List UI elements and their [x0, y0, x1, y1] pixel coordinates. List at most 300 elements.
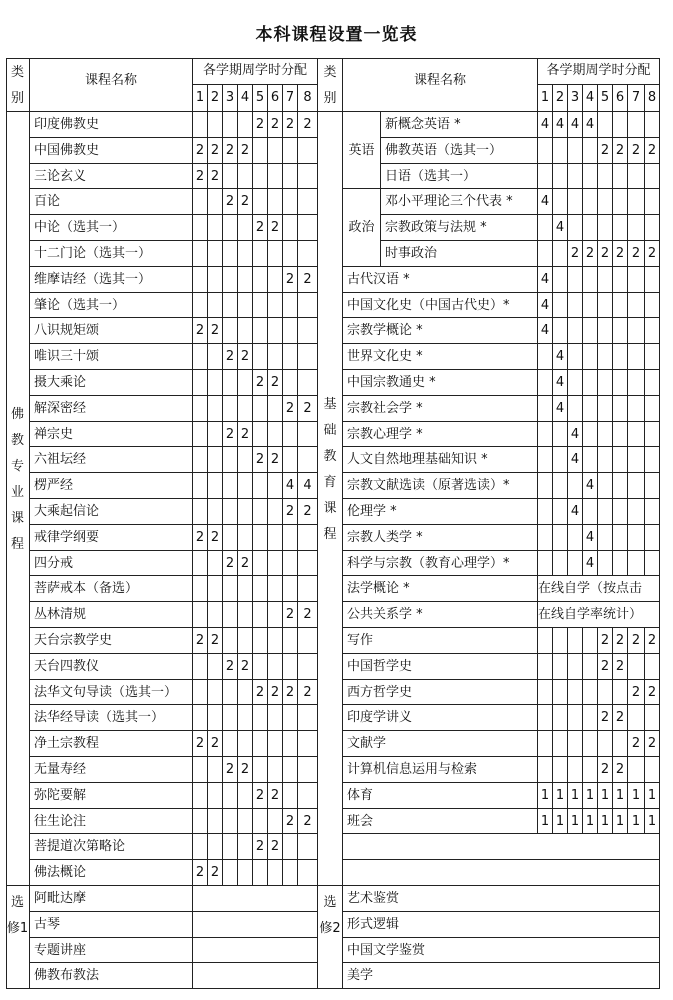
right-course-header: 课程名称	[343, 58, 538, 112]
left-hours-cell: 2	[253, 834, 268, 860]
right-hours-cell: 4	[583, 112, 598, 138]
left-hours-cell	[208, 189, 223, 215]
left-hours-cell	[208, 215, 223, 241]
right-hours-cell	[628, 318, 645, 344]
left-hours-cell	[208, 757, 223, 783]
left-course-name: 天台宗教学史	[30, 628, 193, 654]
right-elective-name: 中国文学鉴赏	[343, 938, 660, 964]
left-hours-cell	[238, 602, 253, 628]
right-course-name: 宗教社会学 *	[343, 396, 538, 422]
right-hours-cell	[553, 189, 568, 215]
left-hours-cell	[298, 628, 318, 654]
right-hours-cell	[568, 318, 583, 344]
right-hours-cell	[598, 344, 613, 370]
right-hours-cell	[598, 370, 613, 396]
left-hours-cell	[253, 344, 268, 370]
left-hours-cell: 2	[223, 654, 238, 680]
left-hours-cell: 2	[208, 318, 223, 344]
right-hours-cell	[538, 499, 553, 525]
right-hours-cell: 4	[553, 370, 568, 396]
right-hours-cell	[645, 267, 660, 293]
left-hours-cell	[268, 318, 283, 344]
right-hours-cell	[583, 447, 598, 473]
left-semester-2: 2	[208, 85, 223, 112]
left-hours-cell	[253, 422, 268, 448]
right-hours-cell	[598, 731, 613, 757]
left-hours-cell: 2	[193, 860, 208, 886]
right-hours-cell	[583, 654, 598, 680]
right-empty-row	[343, 834, 660, 860]
left-hours-cell	[298, 241, 318, 267]
left-hours-cell	[193, 705, 208, 731]
left-hours-header: 各学期周学时分配	[193, 58, 318, 85]
left-hours-cell	[253, 602, 268, 628]
left-hours-cell	[238, 576, 253, 602]
right-hours-cell: 1	[613, 783, 628, 809]
left-hours-cell: 2	[253, 680, 268, 706]
left-course-name: 维摩诘经（选其一）	[30, 267, 193, 293]
left-hours-cell: 2	[283, 602, 298, 628]
right-hours-cell	[628, 189, 645, 215]
right-course-name: 写作	[343, 628, 538, 654]
right-course-name: 体育	[343, 783, 538, 809]
left-hours-cell	[268, 499, 283, 525]
right-hours-cell: 1	[538, 783, 553, 809]
right-hours-cell	[613, 318, 628, 344]
right-hours-cell: 1	[568, 783, 583, 809]
politics-group-label: 政治	[343, 189, 381, 266]
left-hours-cell	[223, 731, 238, 757]
left-hours-cell	[208, 422, 223, 448]
left-hours-cell: 2	[283, 396, 298, 422]
left-hours-cell	[283, 576, 298, 602]
right-hours-cell	[613, 267, 628, 293]
left-hours-cell: 2	[208, 860, 223, 886]
left-hours-cell	[283, 293, 298, 319]
right-hours-cell: 2	[628, 138, 645, 164]
left-hours-cell	[223, 576, 238, 602]
right-hours-cell: 2	[645, 680, 660, 706]
left-hours-cell	[193, 241, 208, 267]
right-hours-cell	[583, 164, 598, 190]
left-hours-cell	[253, 499, 268, 525]
left-hours-cell	[268, 293, 283, 319]
left-course-name: 禅宗史	[30, 422, 193, 448]
left-hours-cell	[238, 370, 253, 396]
left-hours-cell	[253, 396, 268, 422]
left-hours-cell: 4	[283, 473, 298, 499]
left-hours-cell	[223, 602, 238, 628]
right-hours-cell	[645, 215, 660, 241]
left-hours-cell	[283, 525, 298, 551]
right-hours-cell: 2	[628, 731, 645, 757]
right-hours-cell	[645, 757, 660, 783]
right-subcourse-name: 日语（选其一）	[381, 164, 538, 190]
right-semester-5: 5	[598, 85, 613, 112]
left-hours-cell: 2	[238, 654, 253, 680]
right-hours-cell	[583, 757, 598, 783]
left-hours-cell	[268, 138, 283, 164]
right-hours-cell: 4	[553, 396, 568, 422]
right-hours-cell	[645, 422, 660, 448]
left-hours-cell: 2	[298, 396, 318, 422]
left-hours-cell	[193, 809, 208, 835]
elective1-label: 选修1	[6, 886, 30, 989]
right-hours-cell	[628, 344, 645, 370]
right-hours-cell	[553, 318, 568, 344]
left-hours-cell: 2	[268, 783, 283, 809]
left-hours-cell	[223, 473, 238, 499]
left-course-name: 大乘起信论	[30, 499, 193, 525]
left-course-name: 八识规矩颂	[30, 318, 193, 344]
left-hours-cell	[208, 809, 223, 835]
left-hours-cell	[253, 576, 268, 602]
right-course-name: 中国文化史（中国古代史）*	[343, 293, 538, 319]
right-hours-cell	[583, 370, 598, 396]
right-hours-cell	[568, 473, 583, 499]
right-hours-cell	[598, 499, 613, 525]
left-hours-cell	[253, 525, 268, 551]
right-hours-cell	[538, 654, 553, 680]
left-course-name: 三论玄义	[30, 164, 193, 190]
right-hours-cell	[613, 344, 628, 370]
left-course-name: 四分戒	[30, 551, 193, 577]
left-hours-cell	[208, 602, 223, 628]
left-hours-cell	[238, 731, 253, 757]
right-hours-cell	[613, 396, 628, 422]
right-hours-cell	[553, 293, 568, 319]
left-hours-cell	[223, 267, 238, 293]
left-hours-cell	[253, 705, 268, 731]
right-hours-cell	[628, 757, 645, 783]
right-hours-cell	[538, 680, 553, 706]
right-hours-cell	[598, 293, 613, 319]
left-hours-cell: 2	[253, 447, 268, 473]
left-hours-cell	[298, 318, 318, 344]
left-hours-cell	[268, 654, 283, 680]
right-hours-cell: 1	[645, 809, 660, 835]
right-subcourse-name: 佛教英语（选其一）	[381, 138, 538, 164]
left-course-name: 十二门论（选其一）	[30, 241, 193, 267]
left-hours-cell	[283, 783, 298, 809]
left-hours-cell	[238, 293, 253, 319]
left-hours-cell	[283, 241, 298, 267]
right-hours-cell: 1	[628, 809, 645, 835]
left-hours-cell	[298, 860, 318, 886]
left-hours-cell: 2	[283, 112, 298, 138]
right-hours-cell: 2	[628, 628, 645, 654]
right-hours-cell	[583, 293, 598, 319]
left-hours-cell	[193, 447, 208, 473]
right-hours-cell	[568, 164, 583, 190]
right-hours-cell: 2	[613, 757, 628, 783]
left-hours-cell	[253, 731, 268, 757]
left-hours-cell	[193, 112, 208, 138]
right-hours-cell	[553, 473, 568, 499]
left-hours-cell	[268, 189, 283, 215]
right-hours-cell	[628, 215, 645, 241]
left-hours-cell: 2	[283, 267, 298, 293]
right-semester-6: 6	[613, 85, 628, 112]
left-hours-cell	[268, 809, 283, 835]
right-semester-1: 1	[538, 85, 553, 112]
left-hours-cell	[193, 189, 208, 215]
right-hours-cell: 2	[583, 241, 598, 267]
left-hours-cell: 2	[238, 138, 253, 164]
right-hours-cell	[538, 396, 553, 422]
right-hours-cell	[645, 189, 660, 215]
left-hours-cell	[238, 809, 253, 835]
left-hours-cell	[283, 447, 298, 473]
right-hours-cell	[553, 731, 568, 757]
right-semester-7: 7	[628, 85, 645, 112]
left-hours-cell: 2	[298, 809, 318, 835]
right-hours-cell: 4	[568, 499, 583, 525]
left-hours-cell: 2	[283, 499, 298, 525]
online-study-note: 在线自学率统计）	[538, 602, 660, 628]
left-hours-cell	[223, 680, 238, 706]
right-course-name: 宗教心理学 *	[343, 422, 538, 448]
left-hours-cell	[283, 551, 298, 577]
left-hours-cell	[253, 189, 268, 215]
right-hours-cell	[613, 293, 628, 319]
right-hours-cell	[583, 705, 598, 731]
right-hours-cell	[568, 757, 583, 783]
left-hours-cell	[283, 757, 298, 783]
right-hours-cell: 2	[598, 241, 613, 267]
left-semester-6: 6	[268, 85, 283, 112]
left-hours-cell: 2	[298, 602, 318, 628]
right-course-name: 西方哲学史	[343, 680, 538, 706]
right-hours-cell	[645, 473, 660, 499]
right-hours-cell	[538, 551, 553, 577]
right-hours-cell	[613, 551, 628, 577]
right-hours-cell	[598, 551, 613, 577]
right-hours-cell: 1	[613, 809, 628, 835]
left-hours-cell	[223, 525, 238, 551]
left-hours-cell	[253, 164, 268, 190]
right-hours-cell	[583, 138, 598, 164]
left-course-name: 楞严经	[30, 473, 193, 499]
right-hours-cell	[583, 215, 598, 241]
right-hours-cell	[645, 293, 660, 319]
right-hours-cell: 1	[538, 809, 553, 835]
left-course-name: 菩提道次第略论	[30, 834, 193, 860]
right-course-name: 世界文化史 *	[343, 344, 538, 370]
left-course-name: 唯识三十颂	[30, 344, 193, 370]
right-hours-cell	[538, 164, 553, 190]
left-hours-cell: 2	[238, 757, 253, 783]
right-hours-cell: 4	[553, 112, 568, 138]
right-semester-4: 4	[583, 85, 598, 112]
right-hours-cell	[598, 164, 613, 190]
left-hours-cell	[238, 499, 253, 525]
right-hours-cell: 1	[568, 809, 583, 835]
right-hours-cell	[583, 344, 598, 370]
buddhist-major-label: 佛教专业课程	[6, 112, 30, 886]
left-hours-cell	[193, 473, 208, 499]
right-hours-cell: 1	[553, 809, 568, 835]
left-hours-cell	[223, 809, 238, 835]
left-hours-cell	[238, 396, 253, 422]
right-hours-cell: 2	[645, 731, 660, 757]
right-hours-cell: 1	[598, 809, 613, 835]
right-hours-cell	[598, 267, 613, 293]
right-semester-3: 3	[568, 85, 583, 112]
right-hours-cell	[628, 293, 645, 319]
left-hours-cell	[193, 602, 208, 628]
left-hours-cell	[193, 215, 208, 241]
right-hours-cell	[645, 396, 660, 422]
right-hours-cell: 2	[568, 241, 583, 267]
left-hours-cell: 2	[208, 628, 223, 654]
left-hours-cell	[283, 164, 298, 190]
right-hours-cell	[583, 422, 598, 448]
left-hours-cell	[268, 473, 283, 499]
left-hours-cell	[238, 834, 253, 860]
left-hours-cell	[208, 241, 223, 267]
left-hours-cell: 2	[208, 138, 223, 164]
right-hours-cell	[598, 680, 613, 706]
left-hours-cell	[223, 164, 238, 190]
left-hours-cell: 2	[208, 164, 223, 190]
left-hours-cell	[283, 370, 298, 396]
left-course-name: 摄大乘论	[30, 370, 193, 396]
left-hours-cell	[268, 267, 283, 293]
right-hours-cell	[645, 318, 660, 344]
left-hours-cell	[238, 164, 253, 190]
right-hours-cell	[598, 189, 613, 215]
right-hours-cell	[583, 499, 598, 525]
right-hours-cell	[613, 189, 628, 215]
left-hours-cell	[253, 267, 268, 293]
right-elective-name: 形式逻辑	[343, 912, 660, 938]
left-course-name: 六祖坛经	[30, 447, 193, 473]
right-hours-cell: 1	[628, 783, 645, 809]
right-hours-cell	[568, 628, 583, 654]
right-hours-cell	[598, 215, 613, 241]
right-hours-cell	[568, 396, 583, 422]
right-hours-cell: 4	[538, 112, 553, 138]
left-course-name: 往生论注	[30, 809, 193, 835]
left-hours-cell	[268, 525, 283, 551]
right-hours-cell	[645, 525, 660, 551]
right-hours-cell	[553, 447, 568, 473]
left-hours-cell	[283, 344, 298, 370]
left-hours-cell	[223, 396, 238, 422]
right-course-name: 班会	[343, 809, 538, 835]
left-course-name: 中论（选其一）	[30, 215, 193, 241]
left-course-name: 佛法概论	[30, 860, 193, 886]
right-course-name: 人文自然地理基础知识 *	[343, 447, 538, 473]
left-hours-cell	[208, 293, 223, 319]
left-hours-cell: 2	[223, 189, 238, 215]
left-hours-cell	[208, 551, 223, 577]
right-hours-cell	[628, 396, 645, 422]
left-hours-cell	[208, 112, 223, 138]
left-category-header: 类别	[6, 58, 30, 112]
left-hours-cell	[223, 705, 238, 731]
left-hours-cell: 2	[268, 834, 283, 860]
right-hours-cell: 2	[598, 628, 613, 654]
right-hours-cell	[613, 447, 628, 473]
right-course-name: 宗教人类学 *	[343, 525, 538, 551]
right-hours-cell	[553, 499, 568, 525]
right-hours-cell	[645, 499, 660, 525]
right-hours-cell: 2	[598, 757, 613, 783]
right-elective-name: 美学	[343, 963, 660, 989]
right-hours-cell	[613, 731, 628, 757]
right-hours-cell	[628, 370, 645, 396]
right-hours-cell	[568, 189, 583, 215]
left-hours-cell	[298, 757, 318, 783]
left-hours-cell	[298, 576, 318, 602]
right-hours-cell: 4	[538, 293, 553, 319]
right-hours-cell	[568, 293, 583, 319]
right-hours-cell	[598, 447, 613, 473]
left-hours-cell	[223, 499, 238, 525]
left-elective-empty	[193, 912, 318, 938]
right-hours-cell: 2	[613, 138, 628, 164]
left-hours-cell: 2	[238, 422, 253, 448]
left-hours-cell	[298, 551, 318, 577]
left-hours-cell	[193, 267, 208, 293]
left-hours-cell: 2	[283, 680, 298, 706]
right-subcourse-name: 邓小平理论三个代表 *	[381, 189, 538, 215]
left-hours-cell: 2	[193, 628, 208, 654]
right-hours-cell	[568, 215, 583, 241]
right-empty-row	[343, 860, 660, 886]
left-hours-cell	[238, 628, 253, 654]
left-hours-cell	[253, 757, 268, 783]
left-hours-cell: 2	[193, 525, 208, 551]
right-hours-cell	[538, 705, 553, 731]
left-hours-cell	[298, 783, 318, 809]
right-hours-cell: 1	[583, 783, 598, 809]
left-hours-cell	[208, 680, 223, 706]
right-hours-cell	[628, 164, 645, 190]
left-course-name: 肇论（选其一）	[30, 293, 193, 319]
left-hours-cell	[298, 344, 318, 370]
right-hours-cell	[553, 138, 568, 164]
right-hours-cell	[598, 473, 613, 499]
left-hours-cell	[298, 525, 318, 551]
right-hours-cell	[568, 138, 583, 164]
left-hours-cell	[193, 396, 208, 422]
left-hours-cell	[268, 344, 283, 370]
right-hours-cell: 2	[613, 241, 628, 267]
left-course-name: 中国佛教史	[30, 138, 193, 164]
left-hours-cell: 2	[223, 551, 238, 577]
left-elective-name: 专题讲座	[30, 938, 193, 964]
left-hours-cell	[238, 473, 253, 499]
left-hours-cell	[253, 654, 268, 680]
left-hours-cell	[253, 809, 268, 835]
right-hours-cell: 2	[598, 654, 613, 680]
left-course-name: 法华文句导读（选其一）	[30, 680, 193, 706]
right-hours-cell: 2	[645, 628, 660, 654]
left-course-name: 戒律学纲要	[30, 525, 193, 551]
right-hours-cell	[538, 447, 553, 473]
right-hours-cell: 2	[598, 705, 613, 731]
right-semester-8: 8	[645, 85, 660, 112]
left-hours-cell	[268, 731, 283, 757]
right-course-name: 宗教文献选读（原著选读）*	[343, 473, 538, 499]
left-semester-8: 8	[298, 85, 318, 112]
left-hours-cell	[223, 860, 238, 886]
right-hours-cell: 4	[583, 473, 598, 499]
right-hours-cell	[613, 525, 628, 551]
